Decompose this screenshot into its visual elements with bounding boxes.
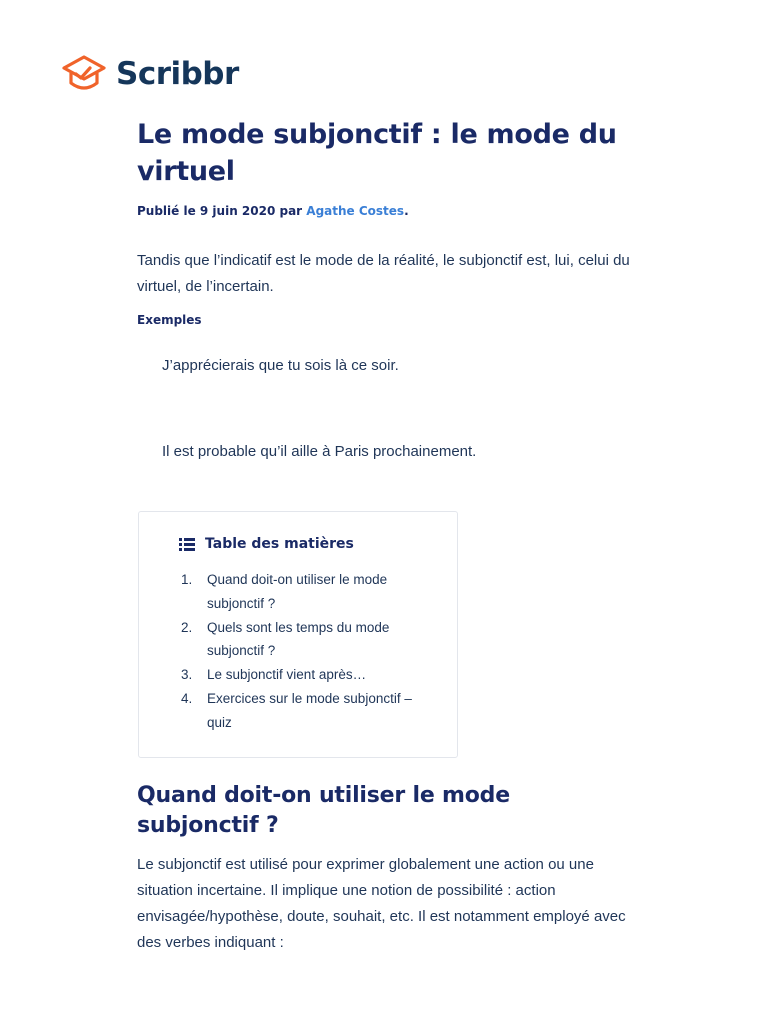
scribbr-logo[interactable]: [60, 54, 239, 94]
brand-name: Scribbr: [116, 56, 239, 92]
page-title: Le mode subjonctif : le mode du virtuel: [137, 119, 617, 187]
list-icon: [179, 538, 195, 551]
toc-item-link[interactable]: Exercices sur le mode subjonctif – quiz: [207, 691, 412, 730]
toc-list: [181, 568, 431, 735]
publish-date: Publié le 9 juin 2020 par: [137, 204, 307, 218]
author-link[interactable]: Agathe Costes: [306, 204, 405, 218]
toc-item-number: 2.: [181, 619, 193, 635]
examples-heading: Exemples: [137, 313, 202, 327]
byline-suffix: .: [404, 204, 409, 218]
toc-item[interactable]: [181, 687, 431, 734]
table-of-contents: [138, 511, 458, 758]
byline: [137, 204, 409, 218]
section-heading: Quand doit-on utiliser le mode subjonctif ?: [137, 783, 510, 838]
toc-item-number: 3.: [181, 667, 193, 682]
toc-item[interactable]: [181, 663, 431, 687]
example-sentence: J’apprécierais que tu sois là ce soir.: [162, 357, 399, 374]
toc-item-link[interactable]: Le subjonctif vient après…: [207, 667, 367, 682]
section-paragraph: Le subjonctif est utilisé pour exprimer globalement une action ou une situation incertaine. Il implique une notion de possibilité : action envisagée/hypothèse, doute, souhait, etc. Il est notamment employé avec des verbes indiquant :: [137, 856, 626, 951]
example-sentence: Il est probable qu’il aille à Paris prochainement.: [162, 443, 477, 460]
intro-paragraph: Tandis que l’indicatif est le mode de la réalité, le subjonctif est, lui, celui du virtuel, de l’incertain.: [137, 252, 630, 295]
toc-item-link[interactable]: Quels sont les temps du mode subjonctif ?: [207, 619, 390, 658]
toc-title: Table des matières: [205, 536, 354, 552]
graduation-cap-icon: [60, 54, 108, 94]
toc-item-number: 1.: [181, 572, 193, 587]
toc-item-number: 4.: [181, 691, 193, 706]
toc-header: [179, 536, 354, 552]
toc-item[interactable]: [181, 616, 431, 663]
toc-item-link[interactable]: Quand doit-on utiliser le mode subjonctif ?: [207, 572, 388, 611]
toc-item[interactable]: [181, 568, 431, 615]
